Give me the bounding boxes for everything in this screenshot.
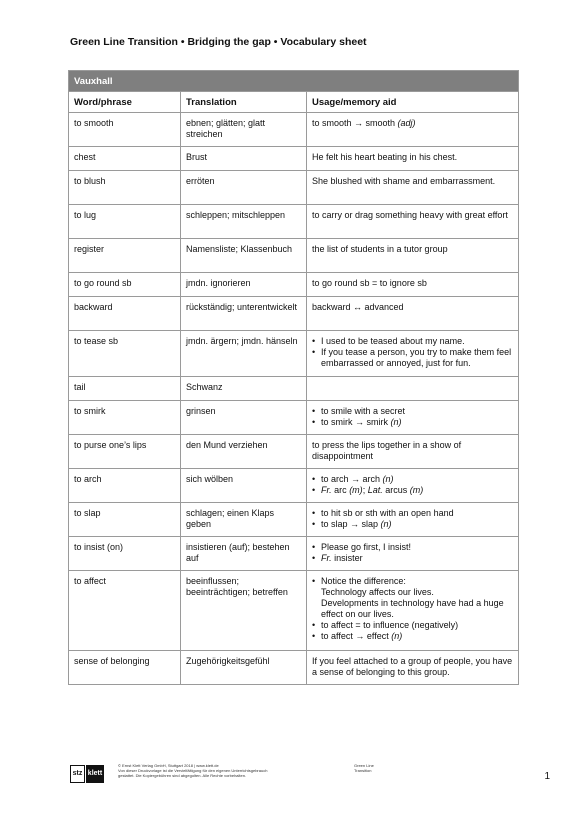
copyright-line: © Ernst Klett Verlag GmbH, Stuttgart 2018 | www.klett.de [118,763,219,768]
table-row [69,331,519,377]
usage-cell: to go round sb = to ignore sb [307,273,519,297]
word-cell: to arch [69,469,181,503]
usage-cell: She blushed with shame and embarrassment. [307,171,519,205]
usage-text: effect [364,631,392,641]
usage-cell [307,537,519,571]
usage-cell [307,503,519,537]
table-row [69,273,519,297]
word-cell: register [69,239,181,273]
bullet-item: • Notice the difference: [312,576,513,587]
usage-text: arc [331,485,350,495]
translation-cell: sich wölben [181,469,307,503]
translation-cell: beeinflussen; beeinträchtigen; betreffen [181,571,307,651]
gender-note: (m) [409,485,424,495]
usage-cell [307,377,519,401]
bullet-item: • to hit sb or sth with an open hand [312,508,513,519]
word-cell: to insist (on) [69,537,181,571]
word-cell: backward [69,297,181,331]
series-name [354,763,374,773]
logo-klett: klett [86,765,104,783]
copyright-line: Von dieser Druckvorlage ist die Vervielfältigung für den eigenen Unterrichtsgebrauch [118,768,268,773]
series-line: Green Line [354,763,374,768]
part-of-speech-note: (n) [391,631,403,641]
translation-cell: insistieren (auf); bestehen auf [181,537,307,571]
translation-cell: Zugehörigkeitsgefühl [181,651,307,685]
usage-cell: If you feel attached to a group of people, you have a sense of belonging to this group. [307,651,519,685]
logo-stz: stz [70,765,85,783]
usage-text: smirk [364,417,391,427]
usage-text: backward [312,302,354,312]
translation-cell: schleppen; mitschleppen [181,205,307,239]
part-of-speech-note: (n) [382,474,394,484]
table-row [69,377,519,401]
bullet-item [312,631,513,642]
example-sentence: Developments in technology have had a huge effect on our lives. [321,598,504,619]
usage-text: arcus [382,485,410,495]
right-arrow-icon: → [351,474,361,484]
translation-cell: grinsen [181,401,307,435]
usage-text: to smooth [312,118,355,128]
language-abbreviation: Fr. [321,485,332,495]
usage-cell [307,571,519,651]
language-abbreviation: Fr. [321,553,332,563]
separator: ; [362,485,368,495]
word-cell: to go round sb [69,273,181,297]
bullet-item [312,474,513,485]
word-cell: to tease sb [69,331,181,377]
table-row [69,469,519,503]
translation-cell: rückständig; unterentwickelt [181,297,307,331]
bullet-item: • Please go first, I insist! [312,542,513,553]
gender-note: (m) [349,485,363,495]
usage-cell [307,297,519,331]
right-arrow-icon: → [355,631,365,641]
word-cell: to smooth [69,113,181,147]
translation-cell: jmdn. ignorieren [181,273,307,297]
usage-cell: to carry or drag something heavy with great effort [307,205,519,239]
usage-cell [307,401,519,435]
section-title: Vauxhall [69,71,519,92]
usage-text: insister [331,553,363,563]
usage-text: advanced [362,302,404,312]
column-header-row [69,92,519,113]
translation-cell: den Mund verziehen [181,435,307,469]
right-arrow-icon: → [350,519,360,529]
right-arrow-icon: → [355,417,365,427]
bullet-item: • If you tease a person, you try to make them feel embarrassed or annoyed, just for fun. [312,347,513,369]
part-of-speech-note: (n) [380,519,392,529]
translation-cell: Schwanz [181,377,307,401]
word-cell: to lug [69,205,181,239]
word-cell: sense of belonging [69,651,181,685]
usage-cell: the list of students in a tutor group [307,239,519,273]
word-cell: tail [69,377,181,401]
table-row [69,113,519,147]
table-row [69,205,519,239]
usage-text: arch [360,474,383,484]
page-footer [70,763,550,793]
copyright-line: gestattet. Die Kopiergebühren sind abgegolten. Alle Rechte vorbehalten. [118,773,247,778]
usage-cell: to press the lips together in a show of disappointment [307,435,519,469]
translation-cell: jmdn. ärgern; jmdn. hänseln [181,331,307,377]
usage-text: to affect [321,631,356,641]
page-number: 1 [544,771,550,782]
vocabulary-table [68,70,519,685]
table-row [69,239,519,273]
usage-text: to arch [321,474,352,484]
table-row [69,571,519,651]
table-row [69,651,519,685]
table-row [69,297,519,331]
bullet-item: • I used to be teased about my name. [312,336,513,347]
word-cell: to slap [69,503,181,537]
language-abbreviation: Lat. [367,485,383,495]
translation-cell: Namensliste; Klassenbuch [181,239,307,273]
table-row [69,147,519,171]
translation-cell: ebnen; glätten; glatt streichen [181,113,307,147]
usage-cell [307,469,519,503]
usage-text: to slap [321,519,351,529]
table-row [69,537,519,571]
translation-cell: erröten [181,171,307,205]
bullet-item: • to affect = to influence (negatively) [312,620,513,631]
bullet-item [312,553,513,564]
word-cell: chest [69,147,181,171]
series-line: Transition [354,768,372,773]
bullet-item [312,417,513,428]
column-header-word: Word/phrase [69,92,181,113]
table-row [69,171,519,205]
table-row [69,435,519,469]
example-sentence: Technology affects our lives. [321,587,434,597]
word-cell: to purse one’s lips [69,435,181,469]
translation-cell: Brust [181,147,307,171]
column-header-translation: Translation [181,92,307,113]
bullet-item [312,485,513,496]
right-arrow-icon: → [354,118,364,128]
publisher-logo [70,765,106,783]
bullet-item: • to smile with a secret [312,406,513,417]
table-row [69,401,519,435]
usage-cell: He felt his heart beating in his chest. [307,147,519,171]
usage-text: smooth [363,118,398,128]
page-title: Green Line Transition • Bridging the gap • Vocabulary sheet [70,36,367,48]
word-cell: to smirk [69,401,181,435]
section-header-row [69,71,519,92]
table-row [69,503,519,537]
part-of-speech-note: (adj) [397,118,416,128]
translation-cell: schlagen; einen Klaps geben [181,503,307,537]
column-header-usage: Usage/memory aid [307,92,519,113]
word-cell: to blush [69,171,181,205]
copyright-notice [118,763,348,778]
word-cell: to affect [69,571,181,651]
usage-text: to smirk [321,417,356,427]
usage-cell [307,331,519,377]
left-right-arrow-icon: ↔ [353,302,363,312]
usage-cell [307,113,519,147]
usage-text: slap [359,519,381,529]
bullet-item [312,519,513,530]
part-of-speech-note: (n) [390,417,402,427]
